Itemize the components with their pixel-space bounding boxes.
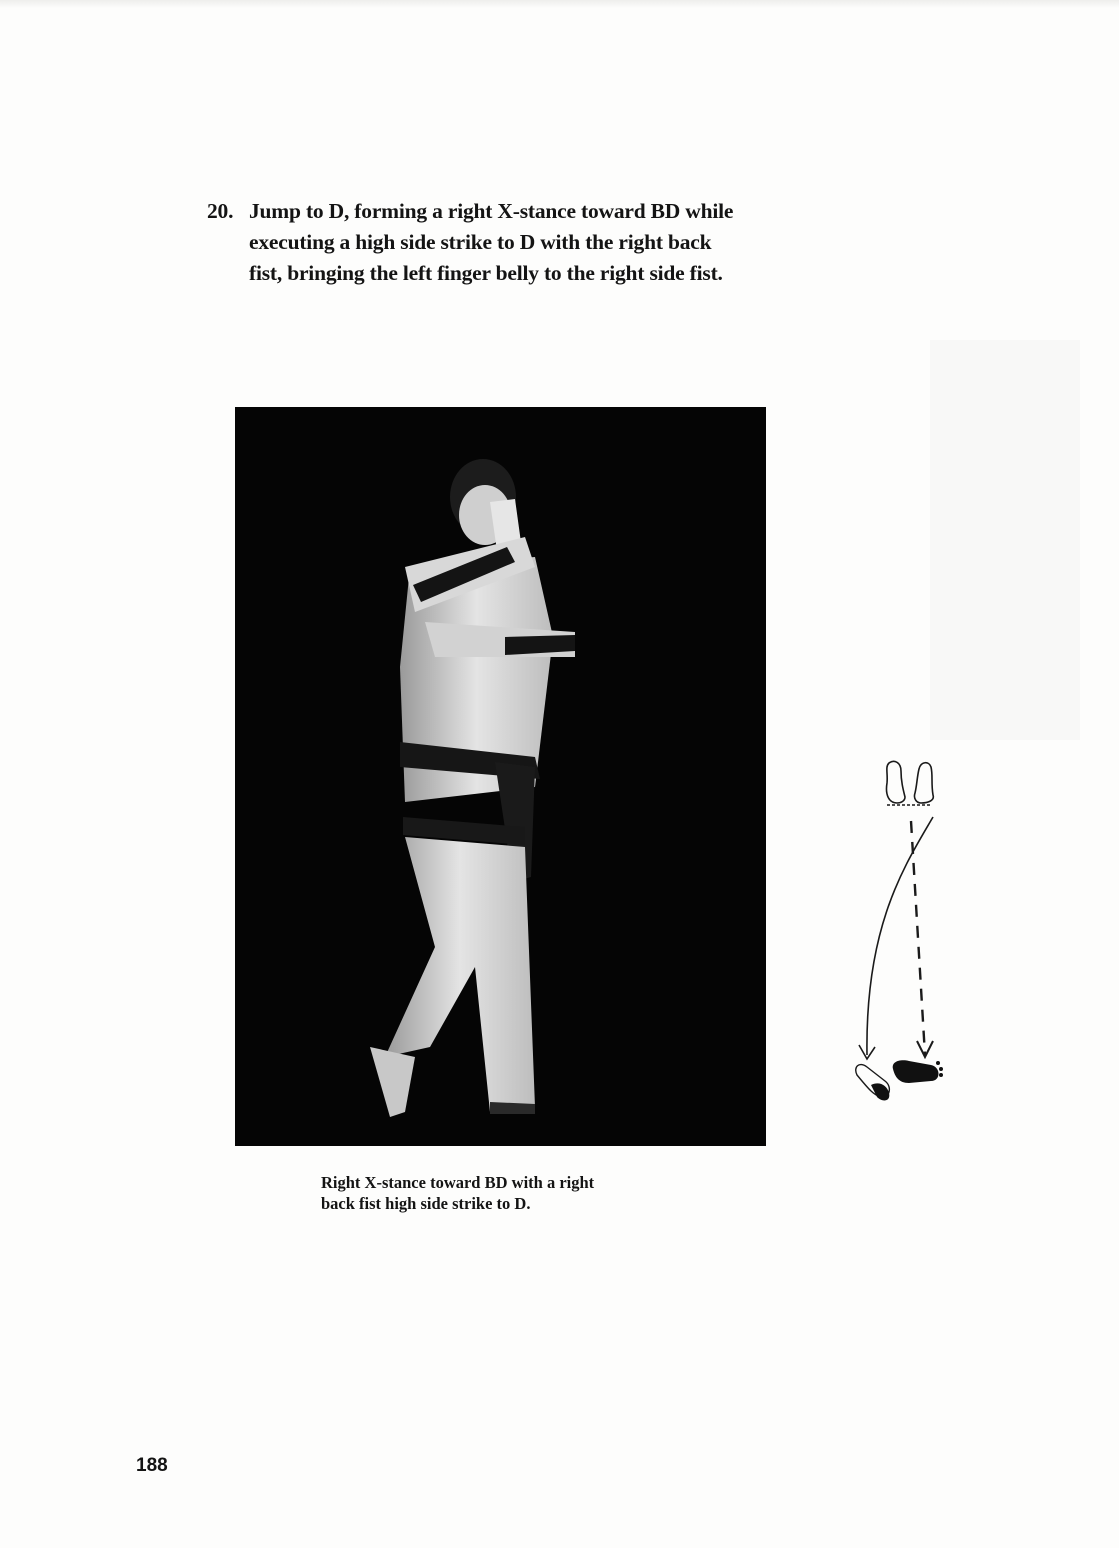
caption-line-1: Right X-stance toward BD with a right — [321, 1173, 595, 1192]
step-number: 20. — [207, 199, 234, 223]
photo-figure-illustration — [235, 407, 766, 1146]
page-number: 188 — [136, 1455, 168, 1476]
instruction-line-1: 20. Jump to D, forming a right X-stance toward BD while — [207, 196, 857, 227]
instruction-line-3: fist, bringing the left finger belly to the right side fist. — [249, 261, 723, 285]
photo-caption — [321, 1172, 721, 1214]
bleed-through-right — [930, 340, 1080, 740]
footprints-end-icon — [856, 1060, 943, 1100]
instruction-line-2: executing a high side strike to D with the right back — [249, 230, 712, 254]
curved-arrow-icon — [859, 817, 933, 1059]
step-instruction — [207, 196, 857, 289]
scan-edge — [0, 0, 1119, 8]
footprints-start-icon — [886, 761, 933, 805]
dashed-arrow-icon — [911, 821, 933, 1057]
footstep-diagram — [845, 755, 955, 1115]
caption-line-2: back fist high side strike to D. — [321, 1194, 531, 1213]
martial-artist-photo — [235, 407, 766, 1146]
